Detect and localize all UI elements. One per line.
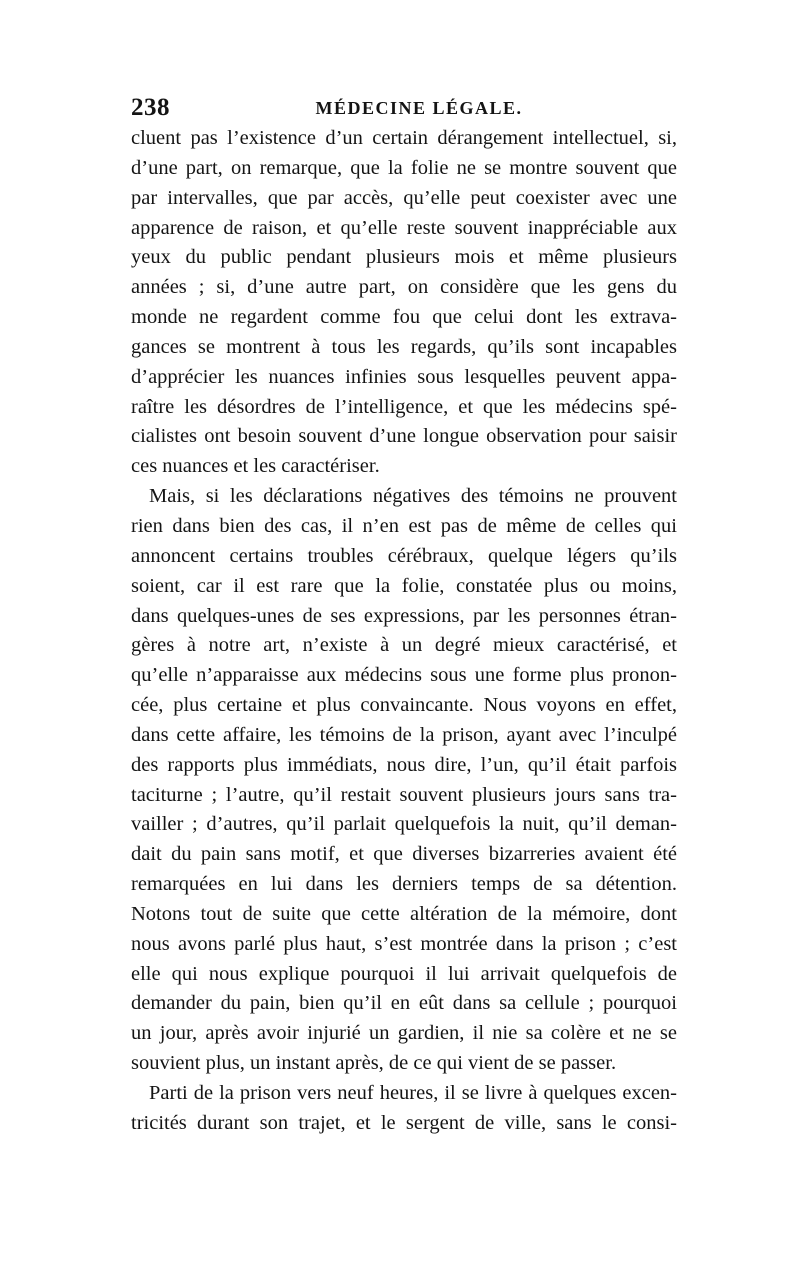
text-line: des rapports plus immédiats, nous dire, l’un, qu’il était parfois (131, 753, 677, 776)
text-line: dait du pain sans motif, et que diverses bizarreries avaient été (131, 843, 677, 866)
text-line: cialistes ont besoin souvent d’une longue observation pour saisir (131, 425, 677, 448)
running-title: MÉDECINE LÉGALE. (315, 98, 523, 118)
text-line: gères à notre art, n’existe à un degré mieux caractérisé, et (131, 634, 677, 657)
text-line: ces nuances et les caractériser. (131, 455, 380, 478)
text-line: dans cette affaire, les témoins de la prison, ayant avec l’inculpé (131, 723, 677, 746)
text-line: tricités durant son trajet, et le sergent de ville, sans le consi- (131, 1111, 677, 1134)
text-line: monde ne regardent comme fou que celui dont les extrava- (131, 306, 677, 329)
text-line: vailler ; d’autres, qu’il parlait quelquefois la nuit, qu’il deman- (131, 813, 677, 836)
text-line: dans quelques-unes de ses expressions, par les personnes étran- (131, 604, 677, 627)
text-line: souvient plus, un instant après, de ce qui vient de se passer. (131, 1052, 617, 1075)
text-line: raître les désordres de l’intelligence, et que les médecins spé- (131, 395, 677, 418)
text-line: soient, car il est rare que la folie, constatée plus ou moins, (131, 574, 677, 597)
text-line: apparence de raison, et qu’elle reste souvent inappréciable aux (131, 216, 677, 239)
text-line: d’apprécier les nuances infinies sous lesquelles peuvent appa- (131, 365, 677, 388)
page-number: 238 (131, 94, 170, 121)
text-line: cluent pas l’existence d’un certain dérangement intellectuel, si, (131, 127, 677, 149)
paragraph (131, 482, 677, 1079)
text-line: demander du pain, bien qu’il en eût dans sa cellule ; pourquoi (131, 992, 677, 1015)
text-line: rien dans bien des cas, il n’en est pas de même de celles qui (131, 514, 677, 537)
text-line: yeux du public pendant plusieurs mois et même plusieurs (131, 246, 677, 269)
paragraph (131, 1079, 677, 1139)
text-line: cée, plus certaine et plus convaincante. Nous voyons en effet, (131, 694, 677, 717)
text-line: qu’elle n’apparaisse aux médecins sous une forme plus pronon- (131, 664, 677, 687)
text-line: elle qui nous explique pourquoi il lui arrivait quelquefois de (131, 962, 677, 985)
text-line: un jour, après avoir injurié un gardien, il nie sa colère et ne se (131, 1022, 677, 1045)
text-line: nous avons parlé plus haut, s’est montrée dans la prison ; c’est (131, 932, 677, 955)
text-line: remarquées en lui dans les derniers temps de sa détention. (131, 873, 677, 896)
text-line: Parti de la prison vers neuf heures, il se livre à quelques excen- (149, 1082, 677, 1104)
text-line: taciturne ; l’autre, qu’il restait souvent plusieurs jours sans tra- (131, 783, 677, 806)
text-line: Mais, si les déclarations négatives des témoins ne prouvent (149, 485, 677, 508)
text-line: d’une part, on remarque, que la folie ne se montre souvent que (131, 156, 677, 179)
text-line: par intervalles, que par accès, qu’elle peut coexister avec une (131, 186, 677, 209)
text-line: gances se montrent à tous les regards, qu’ils sont incapables (131, 335, 677, 358)
text-line: années ; si, d’une autre part, on considère que les gens du (131, 276, 677, 299)
paragraph (131, 124, 677, 482)
body-text (131, 124, 677, 1139)
text-line: Notons tout de suite que cette altération de la mémoire, dont (131, 902, 677, 925)
page-header (131, 94, 677, 124)
text-line: annoncent certains troubles cérébraux, quelque légers qu’ils (131, 544, 677, 567)
